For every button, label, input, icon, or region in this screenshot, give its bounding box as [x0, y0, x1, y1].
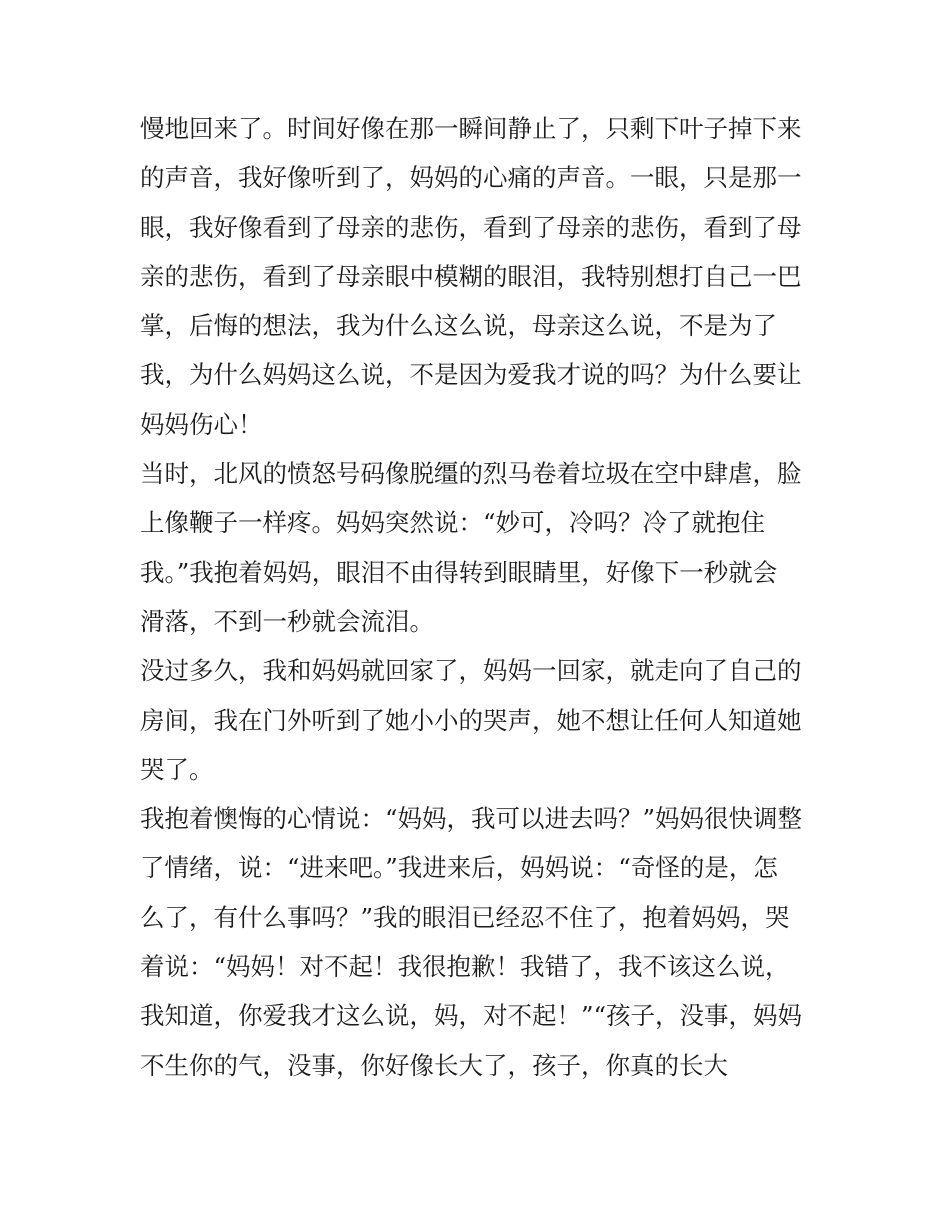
text-line: 哭了。	[140, 754, 214, 784]
text-line: 的声音，我好像听到了，妈妈的心痛的声音。一眼，只是那一	[140, 163, 802, 193]
text-line: 我。”我抱着妈妈，眼泪不由得转到眼睛里，好像下一秒就会	[140, 557, 778, 587]
text-line: 房间，我在门外听到了她小小的哭声，她不想让任何人知道她	[140, 705, 802, 735]
text-line: 眼，我好像看到了母亲的悲伤，看到了母亲的悲伤，看到了母	[140, 212, 802, 242]
text-line: 妈妈伤心！	[140, 409, 263, 439]
text-line: 没过多久，我和妈妈就回家了，妈妈一回家，就走向了自己的	[140, 656, 802, 686]
text-line: 不生你的气，没事，你好像长大了，孩子，你真的长大	[140, 1050, 728, 1080]
text-line: 慢地回来了。时间好像在那一瞬间静止了，只剩下叶子掉下来	[140, 114, 802, 143]
text-line: 我抱着懊悔的心情说：“妈妈，我可以进去吗？”妈妈很快调整	[140, 804, 803, 834]
body-text	[140, 104, 820, 1090]
text-line: 么了，有什么事吗？”我的眼泪已经忍不住了，抱着妈妈，哭	[140, 902, 790, 932]
text-line: 我知道，你爱我才这么说，妈，对不起！”“孩子，没事，妈妈	[140, 1001, 803, 1031]
text-line: 着说：“妈妈！对不起！我很抱歉！我错了，我不该这么说，	[140, 952, 790, 982]
text-line: 当时，北风的愤怒号码像脱缰的烈马卷着垃圾在空中肆虐，脸	[140, 459, 802, 489]
text-line: 亲的悲伤，看到了母亲眼中模糊的眼泪，我特别想打自己一巴	[140, 261, 802, 291]
text-line: 滑落，不到一秒就会流泪。	[140, 606, 434, 636]
text-line: 掌，后悔的想法，我为什么这么说，母亲这么说，不是为了	[140, 311, 777, 341]
text-line: 上像鞭子一样疼。妈妈突然说：“妙可，冷吗？冷了就抱住	[140, 508, 766, 538]
text-line: 了情绪，说：“进来吧。”我进来后，妈妈说：“奇怪的是，怎	[140, 853, 778, 883]
text-line: 我，为什么妈妈这么说，不是因为爱我才说的吗？为什么要让	[140, 360, 802, 390]
